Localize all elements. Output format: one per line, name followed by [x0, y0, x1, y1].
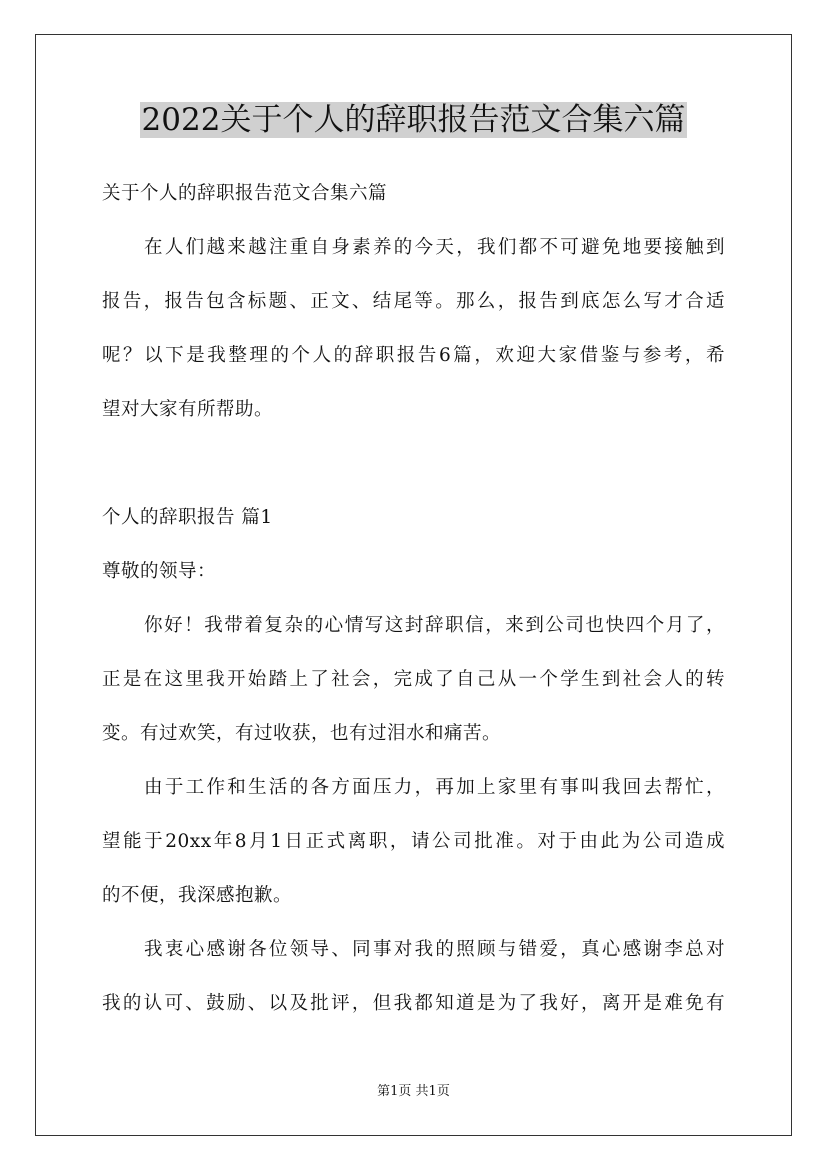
body-line-3: 变。有过欢笑，有过收获，也有过泪水和痛苦。: [102, 723, 502, 744]
body-line-6: 的不便，我深感抱歉。: [102, 885, 293, 906]
body-line-1: 你好！我带着复杂的心情写这封辞职信，来到公司也快四个月了，: [144, 615, 725, 636]
intro-line-3: 呢？以下是我整理的个人的辞职报告6篇，欢迎大家借鉴与参考，希: [102, 345, 725, 366]
body-line-5: 望能于20xx年8月1日正式离职，请公司批准。对于由此为公司造成: [102, 831, 725, 852]
body-line-7: 我衷心感谢各位领导、同事对我的照顾与错爱，真心感谢李总对: [144, 939, 725, 960]
body-line-8: 我的认可、鼓励、以及批评，但我都知道是为了我好，离开是难免有: [102, 993, 725, 1014]
intro-line-2: 报告，报告包含标题、正文、结尾等。那么，报告到底怎么写才合适: [102, 291, 725, 312]
body-line-2: 正是在这里我开始踏上了社会，完成了自己从一个学生到社会人的转: [102, 669, 725, 690]
document-subtitle: 关于个人的辞职报告范文合集六篇: [102, 183, 388, 204]
document-title-text: 2022关于个人的辞职报告范文合集六篇: [141, 102, 686, 138]
intro-line-4: 望对大家有所帮助。: [102, 399, 274, 420]
section-heading: 个人的辞职报告 篇1: [102, 507, 273, 528]
body-line-4: 由于工作和生活的各方面压力，再加上家里有事叫我回去帮忙，: [144, 777, 725, 798]
document-title: [0, 98, 827, 142]
page-footer: 第1页 共1页: [377, 1084, 450, 1099]
salutation: 尊敬的领导：: [102, 561, 217, 582]
intro-line-1: 在人们越来越注重自身素养的今天，我们都不可避免地要接触到: [144, 237, 725, 258]
